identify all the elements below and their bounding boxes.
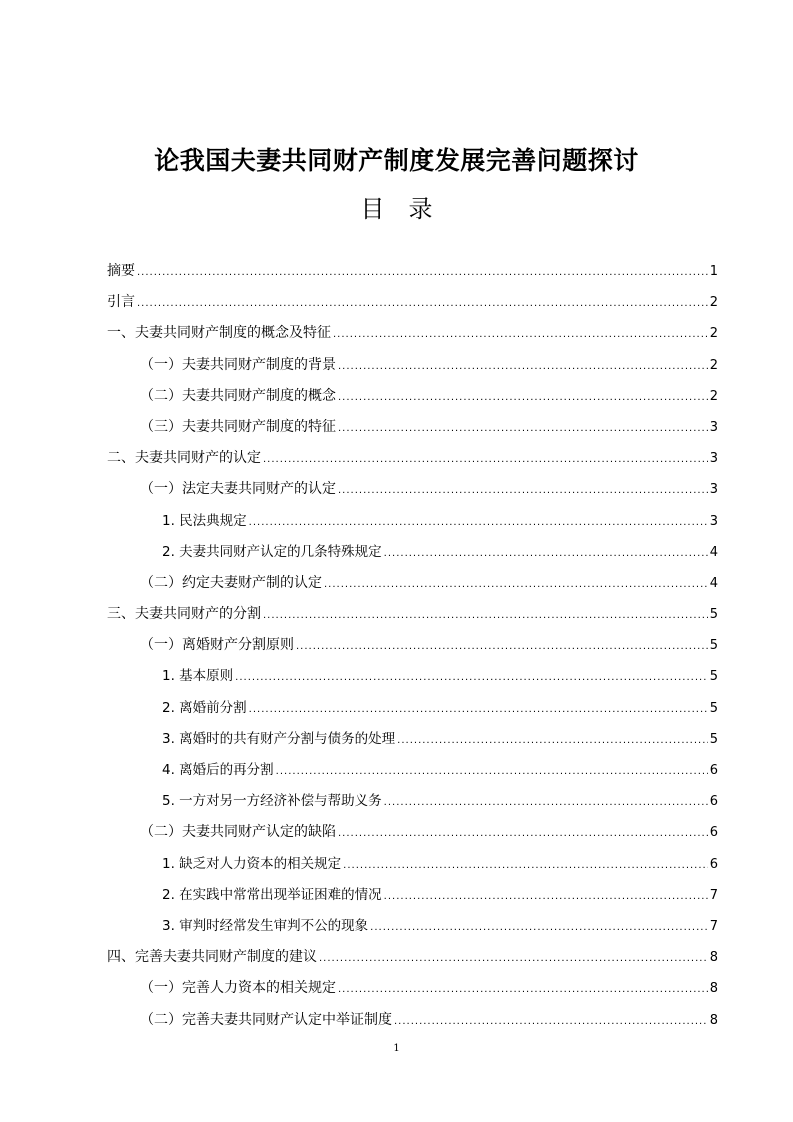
- toc-leader-dots: [343, 850, 708, 881]
- toc-entry-page: 8: [709, 1012, 718, 1028]
- toc-entry-label: 3. 审判时经常发生审判不公的现象: [162, 917, 369, 934]
- toc-entry-page: 2: [709, 295, 718, 311]
- toc-entry-label: 1. 基本原则: [162, 668, 234, 685]
- toc-entry[interactable]: [107, 256, 718, 287]
- toc-entry-page: 3: [709, 482, 718, 498]
- toc-entry-page: 1: [709, 264, 718, 279]
- toc-entry-page: 7: [709, 918, 718, 934]
- toc-leader-dots: [319, 943, 708, 974]
- document-title: 论我国夫妻共同财产制度发展完善问题探讨: [154, 145, 639, 175]
- page-number: 1: [393, 1043, 400, 1054]
- toc-entry-page: 5: [709, 669, 718, 685]
- toc-entry-page: 4: [709, 544, 718, 560]
- toc-entry[interactable]: [107, 817, 718, 848]
- toc-entry-page: 6: [709, 825, 718, 841]
- toc-entry-page: 5: [709, 638, 718, 654]
- toc-entry-page: 5: [709, 700, 718, 716]
- toc-entry[interactable]: [107, 350, 718, 381]
- toc-heading: 目 录: [360, 195, 433, 223]
- toc-leader-dots: [333, 319, 708, 350]
- toc-leader-dots: [338, 475, 708, 506]
- toc-leader-dots: [384, 538, 708, 569]
- toc-leader-dots: [338, 413, 708, 444]
- toc-entry[interactable]: [107, 724, 718, 755]
- toc-leader-dots: [235, 662, 708, 693]
- toc-entry-label: （一）夫妻共同财产制度的背景: [140, 356, 336, 373]
- toc-entry-label: 摘要: [107, 263, 135, 279]
- toc-entry-label: （二）约定夫妻财产制的认定: [140, 574, 322, 591]
- toc-entry-label: （二）夫妻共同财产认定的缺陷: [140, 824, 336, 841]
- toc-entry[interactable]: [107, 318, 718, 349]
- toc-leader-dots: [338, 974, 708, 1005]
- toc-entry-label: （二）完善夫妻共同财产认定中举证制度: [140, 1011, 392, 1028]
- toc-entry[interactable]: [107, 1005, 718, 1036]
- toc-entry-page: 3: [709, 451, 718, 467]
- toc-entry-label: 一、夫妻共同财产制度的概念及特征: [107, 325, 331, 342]
- toc-entry-label: 2. 在实践中常常出现举证困难的情况: [162, 886, 382, 903]
- toc-entry[interactable]: [107, 911, 718, 942]
- toc-entry[interactable]: [107, 880, 718, 911]
- toc-entry-label: （三）夫妻共同财产制度的特征: [140, 418, 336, 435]
- toc-entry-page: 6: [709, 763, 718, 778]
- toc-entry-page: 2: [709, 357, 718, 373]
- toc-entry-label: 二、夫妻共同财产的认定: [107, 450, 261, 467]
- toc-entry-label: 5. 一方对另一方经济补偿与帮助义务: [162, 793, 382, 810]
- toc-entry-page: 6: [709, 856, 718, 872]
- toc-entry[interactable]: [107, 537, 718, 568]
- toc-entry[interactable]: [107, 786, 718, 817]
- toc-leader-dots: [338, 382, 708, 413]
- toc-leader-dots: [263, 600, 708, 631]
- toc-entry[interactable]: [107, 630, 718, 661]
- toc-entry-page: 6: [709, 794, 718, 810]
- toc-leader-dots: [370, 912, 708, 943]
- toc-leader-dots: [276, 756, 708, 787]
- toc-entry-page: 4: [709, 575, 718, 591]
- toc-leader-dots: [263, 444, 708, 475]
- toc-leader-dots: [296, 631, 708, 662]
- toc-leader-dots: [137, 257, 708, 288]
- toc-entry-label: 四、完善夫妻共同财产制度的建议: [107, 949, 317, 966]
- toc-entry-label: 引言: [107, 294, 135, 311]
- toc-leader-dots: [249, 694, 708, 725]
- toc-entry-page: 3: [709, 513, 718, 529]
- toc-entry-page: 5: [709, 607, 718, 623]
- toc-entry-page: 8: [709, 950, 718, 966]
- toc-entry-label: 2. 夫妻共同财产认定的几条特殊规定: [162, 543, 382, 560]
- toc-leader-dots: [384, 881, 708, 912]
- toc-entry[interactable]: [107, 755, 718, 786]
- toc-entry[interactable]: [107, 381, 718, 412]
- toc-entry[interactable]: [107, 973, 718, 1004]
- toc-entry-label: 4. 离婚后的再分割: [162, 762, 274, 778]
- toc-entry-label: 2. 离婚前分割: [162, 699, 247, 716]
- toc-entry-label: （二）夫妻共同财产制度的概念: [140, 387, 336, 404]
- toc-entry-page: 7: [709, 887, 718, 903]
- toc-leader-dots: [249, 507, 708, 538]
- toc-leader-dots: [137, 288, 708, 319]
- toc-leader-dots: [338, 818, 708, 849]
- toc-entry-page: 2: [709, 326, 718, 342]
- toc-entry-page: 8: [709, 981, 718, 997]
- toc-entry-page: 3: [709, 419, 718, 435]
- toc-entry[interactable]: [107, 661, 718, 692]
- toc-entry-label: 1. 民法典规定: [162, 512, 247, 529]
- toc-entry[interactable]: [107, 599, 718, 630]
- toc-entry[interactable]: [107, 849, 718, 880]
- toc-entry[interactable]: [107, 412, 718, 443]
- toc-entry[interactable]: [107, 287, 718, 318]
- toc-entry-label: （一）完善人力资本的相关规定: [140, 980, 336, 997]
- toc-leader-dots: [394, 1006, 708, 1037]
- toc-entry[interactable]: [107, 568, 718, 599]
- toc-entry-label: （一）法定夫妻共同财产的认定: [140, 481, 336, 498]
- toc-entry[interactable]: [107, 443, 718, 474]
- toc-leader-dots: [397, 725, 708, 756]
- toc-entry[interactable]: [107, 942, 718, 973]
- toc-leader-dots: [324, 569, 708, 600]
- toc-leader-dots: [384, 787, 708, 818]
- toc-entry[interactable]: [107, 506, 718, 537]
- toc-entry-page: 2: [709, 388, 718, 404]
- toc-entry-label: 3. 离婚时的共有财产分割与债务的处理: [162, 730, 396, 747]
- toc-entry-label: （一）离婚财产分割原则: [140, 637, 294, 654]
- toc-entry-label: 三、夫妻共同财产的分割: [107, 606, 261, 623]
- toc-entry[interactable]: [107, 693, 718, 724]
- table-of-contents: [107, 256, 718, 1036]
- toc-leader-dots: [338, 351, 708, 382]
- toc-entry-page: 5: [709, 731, 718, 747]
- toc-entry[interactable]: [107, 474, 718, 505]
- toc-entry-label: 1. 缺乏对人力资本的相关规定: [162, 855, 342, 872]
